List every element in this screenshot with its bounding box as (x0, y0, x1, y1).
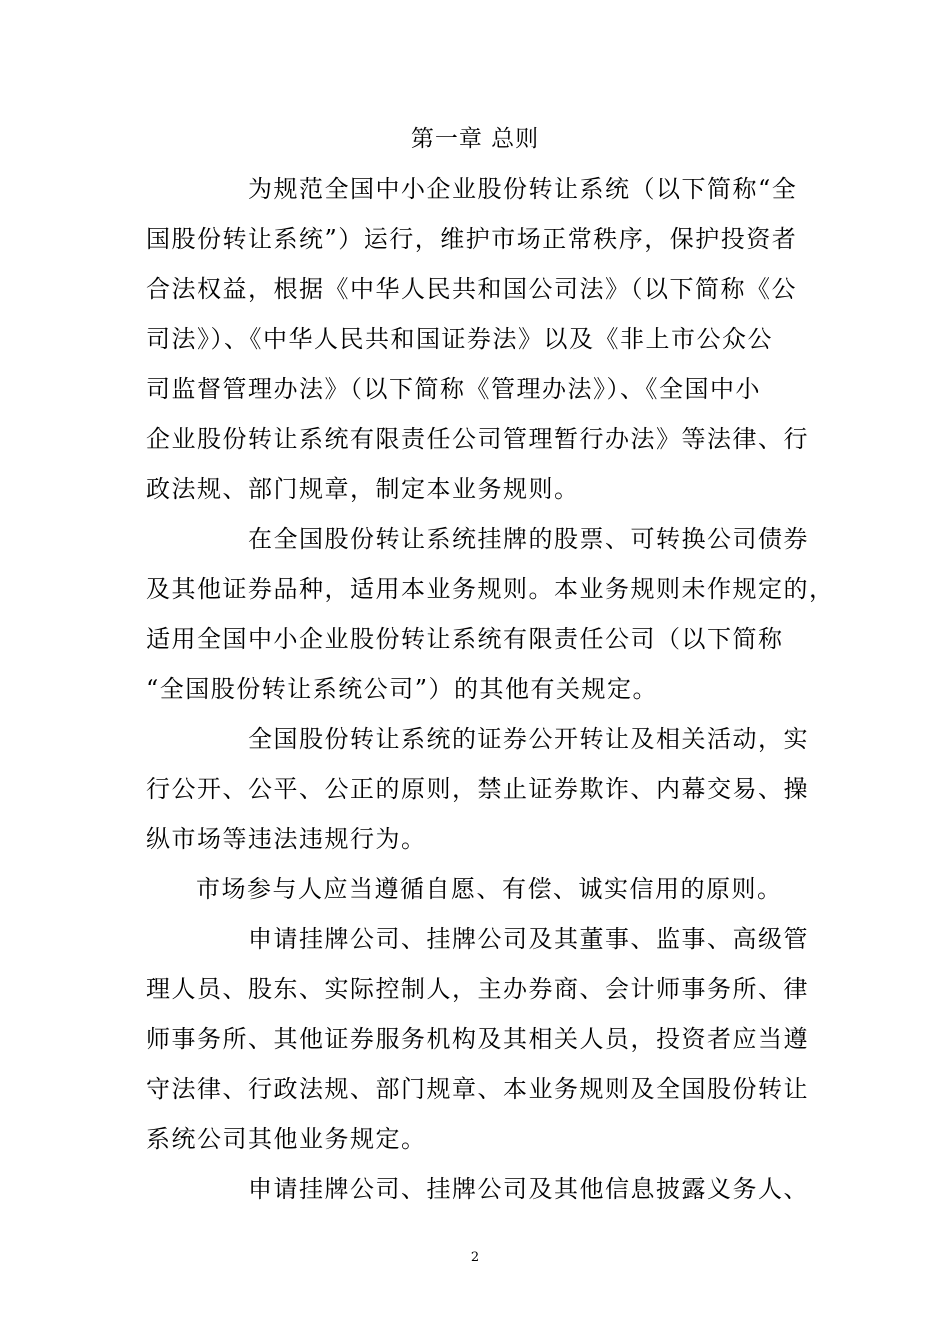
text-line: 守法律、行政法规、部门规章、本业务规则及全国股份转让 (146, 1075, 809, 1103)
text-line: 纵市场等违法违规行为。 (146, 825, 427, 853)
text-line: 系统公司其他业务规定。 (146, 1125, 427, 1153)
chapter-title: 第一章 总则 (410, 126, 540, 152)
text-line: 行公开、公平、公正的原则，禁止证券欺诈、内幕交易、操 (146, 775, 809, 803)
text-line: 在全国股份转让系统挂牌的股票、可转换公司债券 (248, 525, 809, 553)
text-line: 师事务所、其他证券服务机构及其相关人员，投资者应当遵 (146, 1025, 809, 1053)
page-number: 2 (470, 1250, 480, 1265)
text-line: 理人员、股东、实际控制人，主办券商、会计师事务所、律 (146, 975, 809, 1003)
text-line: 申请挂牌公司、挂牌公司及其他信息披露义务人、 (248, 1175, 809, 1203)
text-line: 合法权益，根据《中华人民共和国公司法》（以下简称《公 (146, 275, 797, 303)
text-line: 市场参与人应当遵循自愿、有偿、诚实信用的原则。 (196, 875, 783, 903)
text-line: “全国股份转让系统公司”）的其他有关规定。 (146, 675, 659, 703)
text-line: 企业股份转让系统有限责任公司管理暂行办法》等法律、行 (146, 425, 809, 453)
text-line: 为规范全国中小企业股份转让系统（以下简称“全 (248, 175, 798, 203)
text-line: 司法》）、《中华人民共和国证券法》以及《非上市公众公 (146, 325, 773, 353)
text-line: 国股份转让系统”）运行，维护市场正常秩序，保护投资者 (146, 225, 798, 253)
text-line: 申请挂牌公司、挂牌公司及其董事、监事、高级管 (248, 925, 809, 953)
text-line: 适用全国中小企业股份转让系统有限责任公司（以下简称 (146, 625, 784, 653)
text-line: 政法规、部门规章，制定本业务规则。 (146, 475, 580, 503)
text-line: 及其他证券品种，适用本业务规则。本业务规则未作规定的， (146, 575, 835, 603)
text-line: 全国股份转让系统的证券公开转让及相关活动，实 (248, 725, 809, 753)
text-line: 司监督管理办法》（以下简称《管理办法》）、《全国中小 (146, 375, 761, 403)
